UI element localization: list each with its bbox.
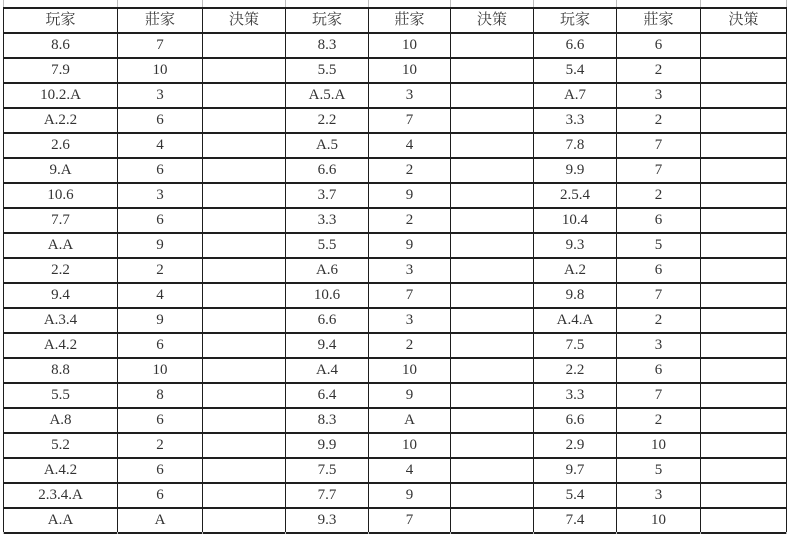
dealer-cell: 10 xyxy=(369,358,451,383)
player-cell: A.4.2 xyxy=(4,458,118,483)
player-cell: 7.4 xyxy=(534,508,617,533)
decision-cell[interactable] xyxy=(203,283,286,308)
table-row xyxy=(4,108,787,133)
decision-cell[interactable] xyxy=(451,308,534,333)
decision-cell[interactable] xyxy=(701,208,787,233)
decision-cell[interactable] xyxy=(203,158,286,183)
dealer-cell: 3 xyxy=(617,83,701,108)
table-row xyxy=(4,158,787,183)
player-cell: 5.4 xyxy=(534,58,617,83)
decision-cell[interactable] xyxy=(451,83,534,108)
player-cell: 2.9 xyxy=(534,433,617,458)
decision-cell[interactable] xyxy=(701,483,787,508)
dealer-cell: 6 xyxy=(118,408,203,433)
dealer-cell: 3 xyxy=(369,308,451,333)
player-cell: 10.2.A xyxy=(4,83,118,108)
dealer-cell: A xyxy=(369,408,451,433)
decision-cell[interactable] xyxy=(701,283,787,308)
player-cell: 9.A xyxy=(4,158,118,183)
dealer-cell: 3 xyxy=(617,483,701,508)
column-header-dealer: 莊家 xyxy=(369,8,451,33)
player-cell: A.8 xyxy=(4,408,118,433)
player-cell: 5.5 xyxy=(4,383,118,408)
decision-cell[interactable] xyxy=(203,108,286,133)
dealer-cell: 7 xyxy=(617,283,701,308)
decision-cell[interactable] xyxy=(451,58,534,83)
player-cell: A.6 xyxy=(286,258,369,283)
player-cell: 10.4 xyxy=(534,208,617,233)
dealer-cell: 2 xyxy=(118,433,203,458)
dealer-cell: 2 xyxy=(617,308,701,333)
dealer-cell: 6 xyxy=(118,333,203,358)
player-cell: 2.2 xyxy=(4,258,118,283)
table-row xyxy=(4,483,787,508)
decision-cell[interactable] xyxy=(451,483,534,508)
table-row xyxy=(4,458,787,483)
player-cell: 9.3 xyxy=(286,508,369,533)
player-cell: 6.6 xyxy=(286,158,369,183)
dealer-cell: 6 xyxy=(118,158,203,183)
dealer-cell: 9 xyxy=(369,233,451,258)
player-cell: 7.5 xyxy=(534,333,617,358)
table-row xyxy=(4,358,787,383)
table-row xyxy=(4,133,787,158)
column-header-player: 玩家 xyxy=(534,8,617,33)
decision-cell[interactable] xyxy=(203,333,286,358)
decision-cell[interactable] xyxy=(701,333,787,358)
column-header-dealer: 莊家 xyxy=(617,8,701,33)
player-cell: A.3.4 xyxy=(4,308,118,333)
dealer-cell: A xyxy=(118,508,203,533)
decision-cell[interactable] xyxy=(451,133,534,158)
decision-cell[interactable] xyxy=(701,308,787,333)
player-cell: 9.9 xyxy=(286,433,369,458)
player-cell: 6.6 xyxy=(534,33,617,58)
player-cell: 10.6 xyxy=(4,183,118,208)
decision-cell[interactable] xyxy=(203,458,286,483)
dealer-cell: 8 xyxy=(118,383,203,408)
dealer-cell: 4 xyxy=(369,458,451,483)
dealer-cell: 6 xyxy=(617,33,701,58)
player-cell: 3.7 xyxy=(286,183,369,208)
decision-cell[interactable] xyxy=(203,358,286,383)
gridline-stub xyxy=(368,0,369,7)
player-cell: 6.6 xyxy=(534,408,617,433)
player-cell: 5.2 xyxy=(4,433,118,458)
dealer-cell: 6 xyxy=(118,483,203,508)
decision-cell[interactable] xyxy=(451,208,534,233)
decision-cell[interactable] xyxy=(701,108,787,133)
dealer-cell: 2 xyxy=(617,58,701,83)
decision-cell[interactable] xyxy=(203,433,286,458)
player-cell: 8.8 xyxy=(4,358,118,383)
dealer-cell: 6 xyxy=(118,208,203,233)
decision-cell[interactable] xyxy=(701,433,787,458)
player-cell: A.4.2 xyxy=(4,333,118,358)
table-row xyxy=(4,308,787,333)
player-cell: A.A xyxy=(4,508,118,533)
decision-cell[interactable] xyxy=(203,58,286,83)
decision-cell[interactable] xyxy=(701,508,787,533)
player-cell: A.4 xyxy=(286,358,369,383)
gridline-stub xyxy=(616,0,617,7)
gridline-stub xyxy=(786,0,787,7)
decision-cell[interactable] xyxy=(451,33,534,58)
gridline-stub xyxy=(285,0,286,7)
decision-cell[interactable] xyxy=(203,208,286,233)
decision-cell[interactable] xyxy=(451,433,534,458)
dealer-cell: 4 xyxy=(118,133,203,158)
decision-cell[interactable] xyxy=(451,458,534,483)
decision-cell[interactable] xyxy=(451,508,534,533)
player-cell: 9.8 xyxy=(534,283,617,308)
decision-cell[interactable] xyxy=(701,458,787,483)
player-cell: 3.3 xyxy=(534,108,617,133)
decision-cell[interactable] xyxy=(451,183,534,208)
decision-cell[interactable] xyxy=(451,333,534,358)
dealer-cell: 10 xyxy=(617,508,701,533)
player-cell: 5.5 xyxy=(286,233,369,258)
dealer-cell: 10 xyxy=(369,433,451,458)
dealer-cell: 2 xyxy=(369,158,451,183)
dealer-cell: 6 xyxy=(617,208,701,233)
player-cell: A.7 xyxy=(534,83,617,108)
player-cell: 7.5 xyxy=(286,458,369,483)
dealer-cell: 3 xyxy=(118,183,203,208)
decision-cell[interactable] xyxy=(451,108,534,133)
dealer-cell: 6 xyxy=(118,108,203,133)
gridline-stub xyxy=(533,0,534,7)
table-row xyxy=(4,383,787,408)
decision-cell[interactable] xyxy=(701,358,787,383)
dealer-cell: 6 xyxy=(617,258,701,283)
dealer-cell: 9 xyxy=(118,233,203,258)
player-cell: 7.7 xyxy=(286,483,369,508)
decision-cell[interactable] xyxy=(701,133,787,158)
player-cell: 2.2 xyxy=(286,108,369,133)
decision-cell[interactable] xyxy=(203,258,286,283)
dealer-cell: 7 xyxy=(118,33,203,58)
dealer-cell: 2 xyxy=(369,208,451,233)
decision-cell[interactable] xyxy=(701,233,787,258)
dealer-cell: 9 xyxy=(369,383,451,408)
dealer-cell: 5 xyxy=(617,233,701,258)
table-row xyxy=(4,208,787,233)
decision-cell[interactable] xyxy=(203,183,286,208)
player-cell: 5.5 xyxy=(286,58,369,83)
gridline-stub xyxy=(202,0,203,7)
decision-cell[interactable] xyxy=(701,408,787,433)
decision-cell[interactable] xyxy=(203,133,286,158)
decision-cell[interactable] xyxy=(701,33,787,58)
gridline-stub xyxy=(700,0,701,7)
column-header-decision: 決策 xyxy=(451,8,534,33)
dealer-cell: 3 xyxy=(118,83,203,108)
player-cell: A.2.2 xyxy=(4,108,118,133)
player-cell: A.A xyxy=(4,233,118,258)
dealer-cell: 10 xyxy=(369,33,451,58)
player-cell: 9.4 xyxy=(286,333,369,358)
decision-cell[interactable] xyxy=(203,483,286,508)
dealer-cell: 4 xyxy=(369,133,451,158)
decision-cell[interactable] xyxy=(203,33,286,58)
player-cell: 2.2 xyxy=(534,358,617,383)
dealer-cell: 2 xyxy=(369,333,451,358)
decision-cell[interactable] xyxy=(451,358,534,383)
column-header-player: 玩家 xyxy=(4,8,118,33)
dealer-cell: 7 xyxy=(617,383,701,408)
player-cell: 2.5.4 xyxy=(534,183,617,208)
table-row xyxy=(4,58,787,83)
player-cell: 3.3 xyxy=(534,383,617,408)
decision-cell[interactable] xyxy=(451,383,534,408)
decision-cell[interactable] xyxy=(701,183,787,208)
player-cell: 2.3.4.A xyxy=(4,483,118,508)
dealer-cell: 5 xyxy=(617,458,701,483)
dealer-cell: 10 xyxy=(118,58,203,83)
decision-cell[interactable] xyxy=(451,283,534,308)
decision-cell[interactable] xyxy=(701,83,787,108)
dealer-cell: 6 xyxy=(617,358,701,383)
table-row xyxy=(4,33,787,58)
player-cell: 7.8 xyxy=(534,133,617,158)
table-row xyxy=(4,258,787,283)
table-row xyxy=(4,283,787,308)
player-cell: 9.7 xyxy=(534,458,617,483)
column-header-decision: 決策 xyxy=(701,8,787,33)
player-cell: 7.9 xyxy=(4,58,118,83)
gridline-stub xyxy=(3,0,4,7)
dealer-cell: 2 xyxy=(617,108,701,133)
dealer-cell: 7 xyxy=(369,108,451,133)
table-row xyxy=(4,333,787,358)
player-cell: 6.4 xyxy=(286,383,369,408)
player-cell: A.4.A xyxy=(534,308,617,333)
table-row xyxy=(4,508,787,533)
dealer-cell: 4 xyxy=(118,283,203,308)
table-row xyxy=(4,433,787,458)
dealer-cell: 7 xyxy=(617,133,701,158)
player-cell: 7.7 xyxy=(4,208,118,233)
player-cell: 8.6 xyxy=(4,33,118,58)
player-cell: 8.3 xyxy=(286,33,369,58)
decision-cell[interactable] xyxy=(203,508,286,533)
table-body xyxy=(4,33,787,533)
player-cell: 3.3 xyxy=(286,208,369,233)
player-cell: 9.3 xyxy=(534,233,617,258)
decision-cell[interactable] xyxy=(451,408,534,433)
decision-cell[interactable] xyxy=(203,308,286,333)
player-cell: 8.3 xyxy=(286,408,369,433)
decision-cell[interactable] xyxy=(701,383,787,408)
dealer-cell: 10 xyxy=(369,58,451,83)
dealer-cell: 10 xyxy=(617,433,701,458)
dealer-cell: 7 xyxy=(369,283,451,308)
table-row xyxy=(4,183,787,208)
dealer-cell: 9 xyxy=(369,183,451,208)
player-cell: A.2 xyxy=(534,258,617,283)
decision-cell[interactable] xyxy=(203,233,286,258)
gridline-stub xyxy=(450,0,451,7)
dealer-cell: 3 xyxy=(369,83,451,108)
decision-cell[interactable] xyxy=(701,58,787,83)
table-row xyxy=(4,83,787,108)
dealer-cell: 2 xyxy=(118,258,203,283)
player-cell: 6.6 xyxy=(286,308,369,333)
decision-cell[interactable] xyxy=(451,258,534,283)
dealer-cell: 7 xyxy=(369,508,451,533)
dealer-cell: 2 xyxy=(617,183,701,208)
decision-cell[interactable] xyxy=(701,258,787,283)
dealer-cell: 9 xyxy=(369,483,451,508)
dealer-cell: 7 xyxy=(617,158,701,183)
decision-cell[interactable] xyxy=(203,408,286,433)
dealer-cell: 3 xyxy=(617,333,701,358)
column-header-player: 玩家 xyxy=(286,8,369,33)
decision-cell[interactable] xyxy=(451,233,534,258)
player-cell: A.5 xyxy=(286,133,369,158)
player-cell: 9.4 xyxy=(4,283,118,308)
player-cell: A.5.A xyxy=(286,83,369,108)
dealer-cell: 9 xyxy=(118,308,203,333)
decision-cell[interactable] xyxy=(203,83,286,108)
column-header-decision: 決策 xyxy=(203,8,286,33)
table-row xyxy=(4,233,787,258)
dealer-cell: 10 xyxy=(118,358,203,383)
player-cell: 2.6 xyxy=(4,133,118,158)
dealer-cell: 6 xyxy=(118,458,203,483)
dealer-cell: 3 xyxy=(369,258,451,283)
decision-cell[interactable] xyxy=(701,158,787,183)
player-cell: 10.6 xyxy=(286,283,369,308)
dealer-cell: 2 xyxy=(617,408,701,433)
column-header-dealer: 莊家 xyxy=(118,8,203,33)
header-row xyxy=(4,8,787,33)
player-cell: 5.4 xyxy=(534,483,617,508)
decision-cell[interactable] xyxy=(451,158,534,183)
gridline-stub xyxy=(117,0,118,7)
decision-cell[interactable] xyxy=(203,383,286,408)
player-cell: 9.9 xyxy=(534,158,617,183)
hands-decision-table xyxy=(3,7,787,534)
table-row xyxy=(4,408,787,433)
